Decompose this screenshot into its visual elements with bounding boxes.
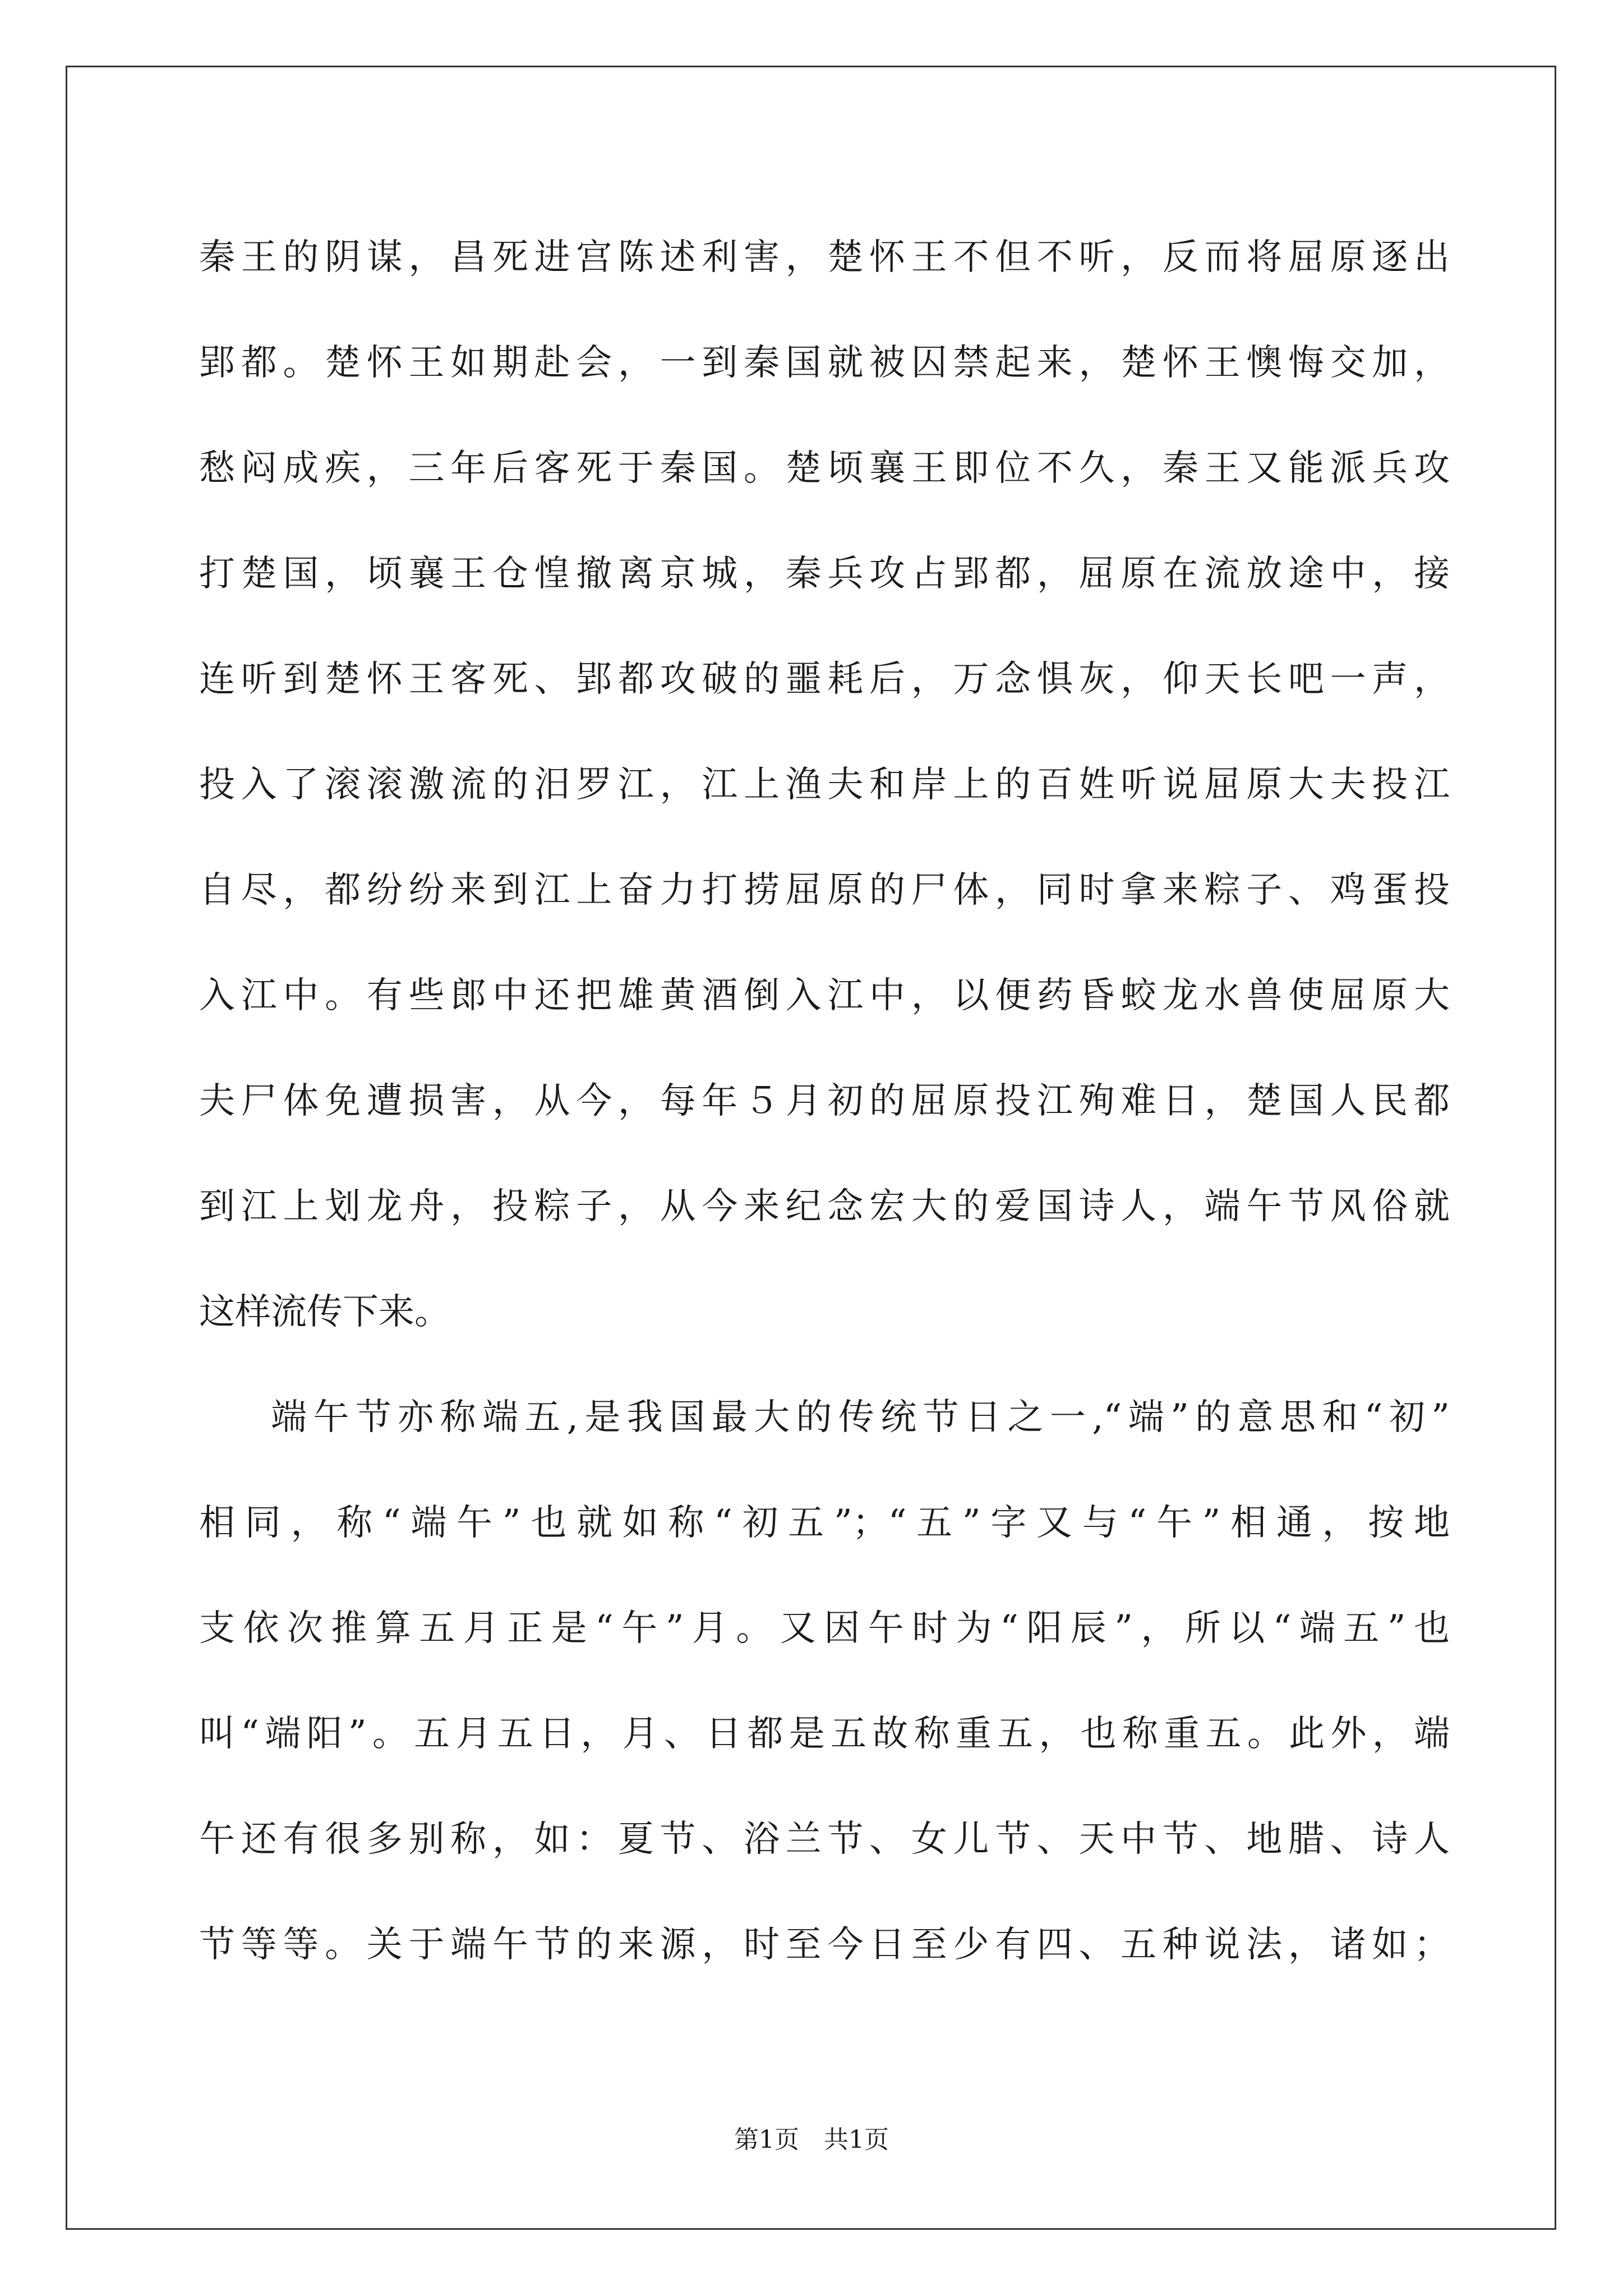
text-line: 秦王的阴谋，昌死进宫陈述利害，楚怀王不但不听，反而将屈原逐出 bbox=[199, 237, 1450, 278]
document-body bbox=[199, 205, 1450, 1998]
text-line: 投入了滚滚激流的汨罗江，江上渔夫和岸上的百姓听说屈原大夫投江 bbox=[199, 764, 1450, 806]
text-line: 这样流传下来。 bbox=[199, 1291, 450, 1333]
text-line: 夫尸体免遭损害，从今，每年５月初的屈原投江殉难日，楚国人民都 bbox=[199, 1080, 1450, 1122]
text-line: 到江上划龙舟，投粽子，从今来纪念宏大的爱国诗人，端午节风俗就 bbox=[199, 1186, 1450, 1227]
text-line: 郢都。楚怀王如期赴会，一到秦国就被囚禁起来，楚怀王懊悔交加， bbox=[199, 342, 1450, 384]
text-line: 叫“端阳”。五月五日，月、日都是五故称重五，也称重五。此外，端 bbox=[199, 1713, 1450, 1755]
text-line: 愁闷成疾，三年后客死于秦国。楚顷襄王即位不久，秦王又能派兵攻 bbox=[199, 448, 1450, 489]
text-line: 自尽，都纷纷来到江上奋力打捞屈原的尸体，同时拿来粽子、鸡蛋投 bbox=[199, 869, 1450, 911]
text-line: 端午节亦称端五,是我国最大的传统节日之一,“端”的意思和“初” bbox=[271, 1397, 1450, 1438]
text-line: 支依次推算五月正是“午”月。又因午时为“阳辰”，所以“端五”也 bbox=[199, 1608, 1450, 1649]
text-line: 午还有很多别称，如：夏节、浴兰节、女儿节、天中节、地腊、诗人 bbox=[199, 1819, 1450, 1860]
text-line: 打楚国，顷襄王仓惶撤离京城，秦兵攻占郢都，屈原在流放途中，接 bbox=[199, 553, 1450, 595]
page-number-footer: 第1页 共1页 bbox=[734, 2125, 889, 2154]
text-line: 连听到楚怀王客死、郢都攻破的噩耗后，万念惧灰，仰天长吧一声， bbox=[199, 659, 1450, 700]
text-line: 入江中。有些郎中还把雄黄酒倒入江中，以便药昏蛟龙水兽使屈原大 bbox=[199, 975, 1450, 1016]
text-line: 节等等。关于端午节的来源，时至今日至少有四、五种说法，诸如； bbox=[199, 1924, 1450, 1966]
text-line: 相同，称“端午”也就如称“初五”；“五”字又与“午”相通，按地 bbox=[199, 1502, 1450, 1544]
